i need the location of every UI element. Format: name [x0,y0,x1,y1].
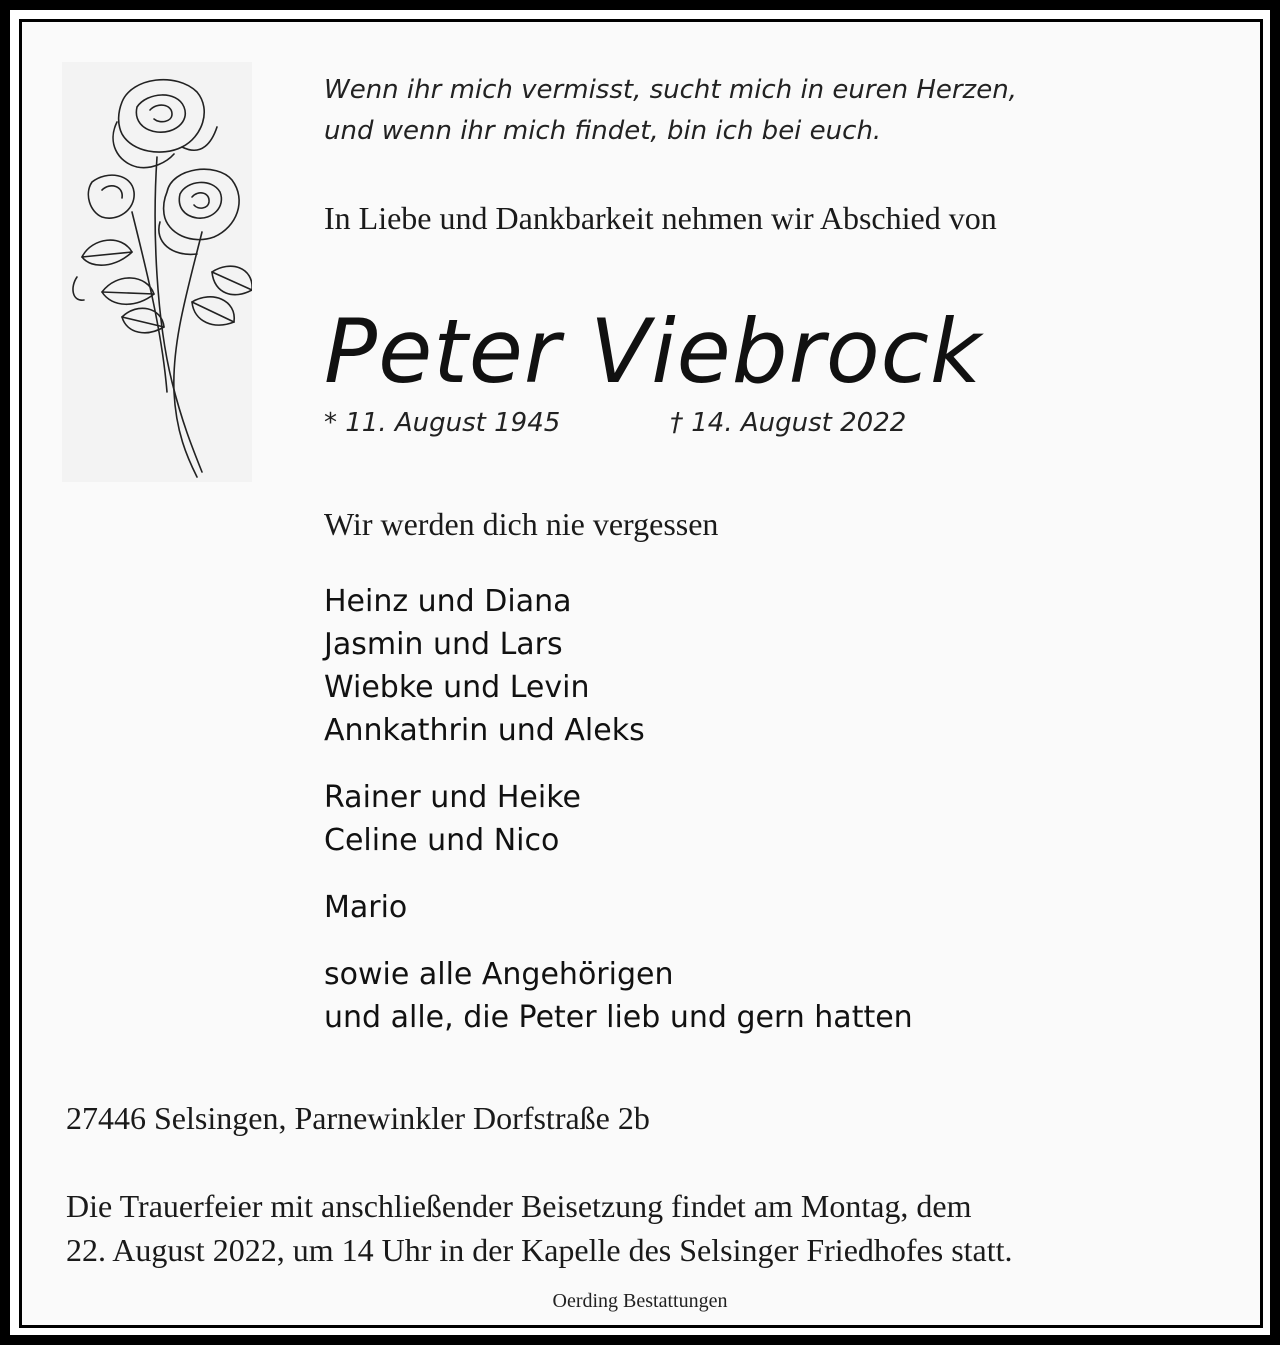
deceased-name: Peter Viebrock [324,300,983,403]
intro-text: In Liebe und Dankbarkeit nehmen wir Abschied von [324,200,997,236]
mourner-name: Jasmin und Lars [324,627,563,662]
undertaker-credit: Oerding Bestattungen [552,1290,728,1312]
death-date: † 14. August 2022 [670,408,907,438]
family-address: 27446 Selsingen, Parnewinkler Dorfstraße 2b [66,1100,650,1136]
mourner-name: Rainer und Heike [324,780,581,815]
funeral-line-2: 22. August 2022, um 14 Uhr in der Kapelle des Selsinger Friedhofes statt. [66,1232,1013,1268]
mourner-group [324,953,913,1039]
rose-illustration [62,62,252,482]
quote-line-2: und wenn ihr mich findet, bin ich bei euch. [324,116,882,146]
mourner-name: Heinz und Diana [324,584,572,619]
mourner-name: und alle, die Peter lieb und gern hatten [324,1000,913,1035]
mourners-list [324,580,913,1063]
mourner-group [324,580,913,752]
tagline: Wir werden dich nie vergessen [324,506,719,542]
mourner-group [324,886,913,929]
obituary-notice [10,10,1270,1335]
funeral-line-1: Die Trauerfeier mit anschließender Beisetzung findet am Montag, dem [66,1188,972,1224]
quote-line-1: Wenn ihr mich vermisst, sucht mich in euren Herzen, [324,75,1017,105]
mourner-name: Annkathrin und Aleks [324,713,645,748]
mourner-name: sowie alle Angehörigen [324,957,674,992]
mourner-name: Mario [324,890,408,925]
mourner-name: Celine und Nico [324,823,560,858]
memorial-quote [324,70,1017,152]
mourner-name: Wiebke und Levin [324,670,590,705]
funeral-details [66,1184,1013,1272]
mourner-group [324,776,913,862]
birth-date: * 11. August 1945 [324,408,561,438]
